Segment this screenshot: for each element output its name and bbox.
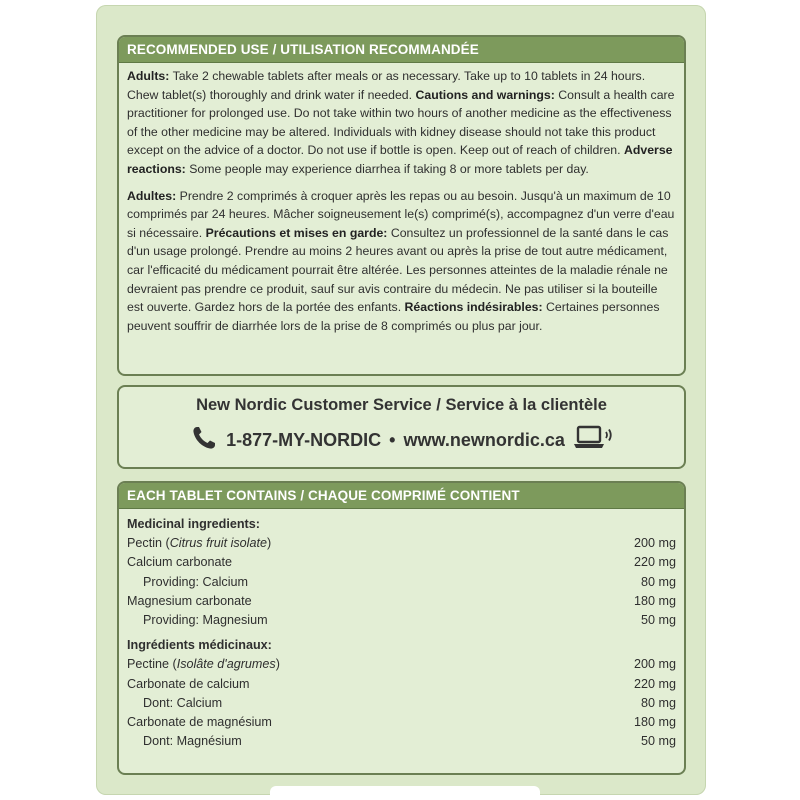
ingredient-amount: 200 mg: [633, 657, 676, 672]
adults-text: Take 2 chewable tablets after meals or as necessary. Take up to 10 tablets in 24 hours. Chew tablet(s) thoroughly and drink water if needed.: [127, 69, 646, 102]
medicinal-ingredients-title: Medicinal ingredients:: [127, 517, 260, 531]
ingredient-row: [127, 675, 676, 694]
ingredient-row: [127, 553, 676, 572]
phone-icon: [190, 424, 218, 457]
website-link[interactable]: www.newnordic.ca: [403, 430, 565, 450]
ingredient-row: [127, 732, 676, 751]
contact-separator: •: [389, 430, 396, 450]
phone-number[interactable]: 1-877-MY-NORDIC: [226, 430, 382, 450]
each-tablet-section: [117, 481, 686, 775]
precautions-text: Consultez un professionnel de la santé dans le cas d'un usage prolongé. Prendre au moins 2 heures avant ou après la prise de tout autre médicament, car l'efficacité du médicament pourrait être altérée. Les personnes atteintes de la maladie rénale ne devraient pas prendre ce produit, sauf sur avis contraire du médecin. Ne pas utiliser si la bouteille est ouverte. Gardez hors de la portée des enfants.: [127, 225, 669, 315]
ingredient-amount: 220 mg: [633, 676, 676, 691]
ingredient-row: [127, 592, 676, 611]
ingredient-source: Isolâte d'agrumes: [176, 657, 276, 672]
laptop-sound-icon: [573, 424, 613, 457]
ingredient-row: [127, 694, 676, 713]
ingredient-amount: 180 mg: [633, 715, 676, 730]
customer-service-section: [117, 385, 686, 469]
ingredient-name: Providing: Magnesium: [143, 613, 268, 628]
ingredient-amount: 200 mg: [633, 536, 676, 551]
ingredient-name: Dont: Calcium: [143, 695, 223, 710]
cautions-text: Consult a health care practitioner for prolonged use. Do not take within two hours of another medicine as the effectiveness of the other medicine may be altered. Individuals with kidney disease should not take this product except on the advice of a doctor. Do not use if bottle is open. Keep out of reach of children.: [127, 87, 675, 158]
ingredients-medicinaux-list: [127, 655, 676, 751]
ingredient-row: [127, 534, 676, 553]
ingredient-name: Providing: Calcium: [143, 574, 248, 589]
ingredient-name: Magnesium carbonate: [127, 593, 252, 608]
ingredient-source: Citrus fruit isolate: [169, 536, 267, 551]
ingredient-amount: 80 mg: [640, 695, 676, 710]
adverse-text: Some people may experience diarrhea if taking 8 or more tablets per day.: [189, 161, 589, 176]
ingredient-row: [127, 655, 676, 674]
ingredient-amount: 50 mg: [640, 734, 676, 749]
each-tablet-header: EACH TABLET CONTAINS / CHAQUE COMPRIMÉ CONTIENT: [119, 483, 684, 509]
precautions-label: Précautions et mises en garde:: [205, 225, 388, 240]
ingredient-name: Pectin (Citrus fruit isolate): [127, 536, 272, 551]
recommended-use-english: [127, 67, 676, 179]
ingredient-name: Dont: Magnésium: [143, 734, 242, 749]
ingredient-amount: 220 mg: [633, 555, 676, 570]
ingredient-row: [127, 713, 676, 732]
customer-service-contact: [119, 424, 684, 457]
customer-service-title: New Nordic Customer Service / Service à la clientèle: [196, 396, 607, 414]
package-tab-notch: [270, 786, 540, 800]
recommended-use-section: [117, 35, 686, 376]
ingredients-body: [119, 509, 684, 751]
ingredient-name: Carbonate de magnésium: [127, 715, 272, 730]
recommended-use-body: [119, 63, 684, 335]
reactions-text: Certaines personnes peuvent souffrir de diarrhée lors de la prise de 8 comprimés ou plus par jour.: [127, 300, 660, 333]
ingredient-name: Pectine (Isolâte d'agrumes): [127, 657, 280, 672]
ingredient-row: [127, 573, 676, 592]
ingredient-amount: 80 mg: [640, 574, 676, 589]
ingredient-amount: 180 mg: [633, 593, 676, 608]
ingredient-name: Calcium carbonate: [127, 555, 232, 570]
adultes-text: Prendre 2 comprimés à croquer après les repas ou au besoin. Jusqu'à un maximum de 10 comprimés par 24 heures. Mâcher soigneusement le(s) comprimé(s), accompagnez d'un verre d'eau si nécessaire.: [127, 188, 675, 240]
recommended-use-header: RECOMMENDED USE / UTILISATION RECOMMANDÉE: [119, 37, 684, 63]
ingredient-row: [127, 611, 676, 630]
adverse-label: Adverse reactions:: [127, 143, 673, 176]
ingredient-name: Carbonate de calcium: [127, 676, 250, 691]
cautions-label: Cautions and warnings:: [415, 87, 555, 102]
reactions-label: Réactions indésirables:: [404, 300, 543, 315]
ingredient-amount: 50 mg: [640, 613, 676, 628]
adultes-label: Adultes:: [127, 188, 177, 203]
adults-label: Adults:: [127, 69, 170, 83]
ingredients-medicinaux-title: Ingrédients médicinaux:: [127, 638, 272, 653]
medicinal-ingredients-list: [127, 534, 676, 630]
recommended-use-french: [127, 187, 676, 336]
